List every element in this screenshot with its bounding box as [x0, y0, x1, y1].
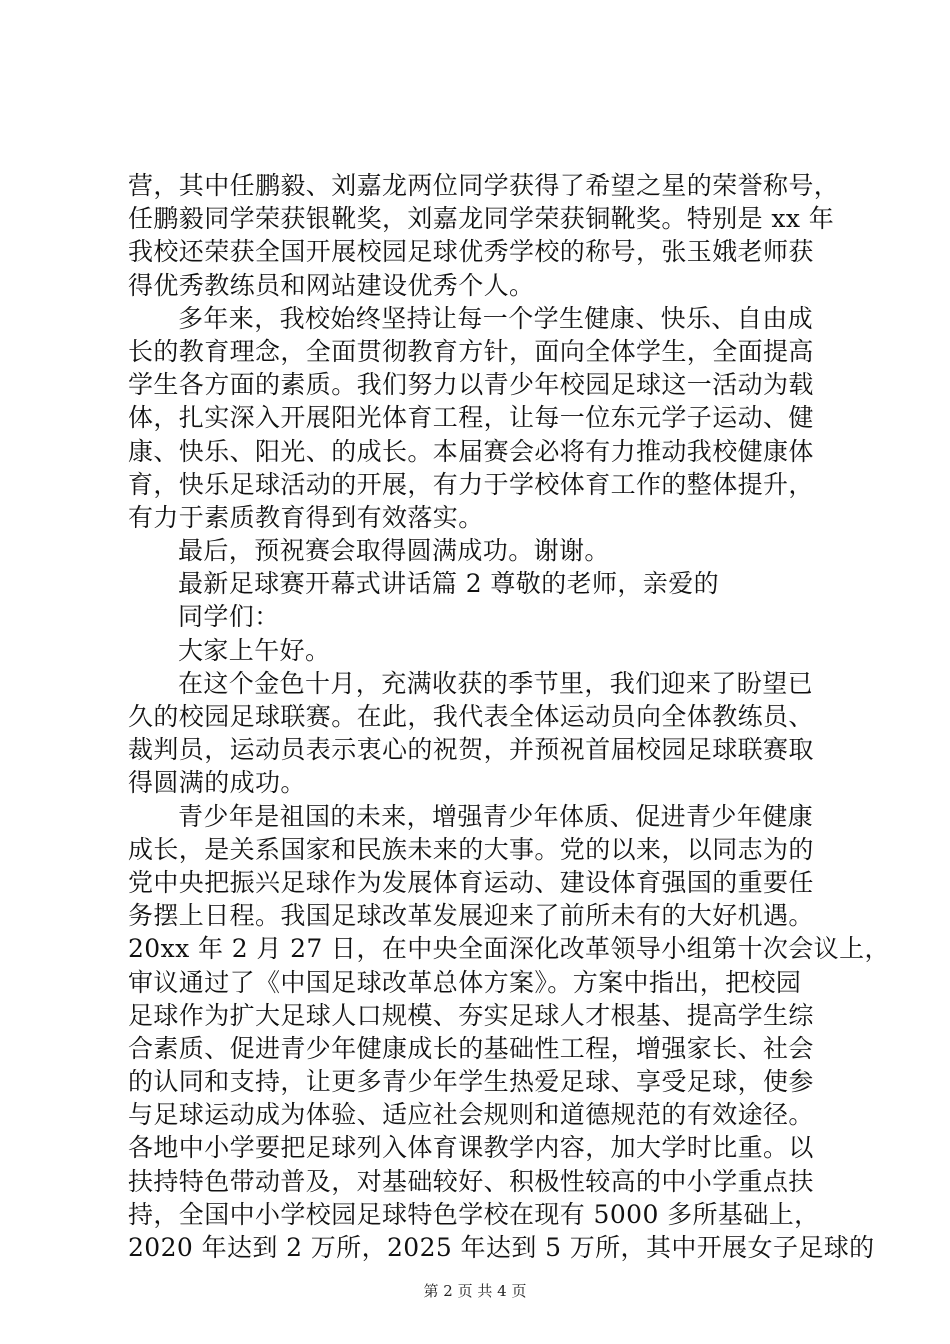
text-line: 在这个金色十月，充满收获的季节里，我们迎来了盼望已	[178, 668, 814, 698]
text-line: 的认同和支持，让更多青少年学生热爱足球、享受足球，使参	[128, 1067, 814, 1097]
text-line: 营，其中任鹏毅、刘嘉龙两位同学获得了希望之星的荣誉称号，	[128, 171, 840, 200]
text-line: 长的教育理念，全面贯彻教育方针，面向全体学生，全面提高	[128, 336, 814, 366]
text-line: 各地中小学要把足球列入体育课教学内容，加大学时比重。以	[128, 1133, 814, 1163]
page-footer: 第 2 页 共 4 页	[423, 1282, 527, 1300]
text-line: 育，快乐足球活动的开展，有力于学校体育工作的整体提升，	[128, 469, 814, 499]
text-line: 党中央把振兴足球作为发展体育运动、建设体育强国的重要任	[128, 867, 814, 897]
text-line: 20xx 年 2 月 27 日，在中央全面深化改革领导小组第十次会议上，	[128, 934, 890, 964]
text-line: 与足球运动成为体验、适应社会规则和道德规范的有效途径。	[128, 1100, 814, 1130]
text-line: 裁判员，运动员表示衷心的祝贺，并预祝首届校园足球联赛取	[128, 735, 814, 765]
text-line: 最新足球赛开幕式讲话篇 2 尊敬的老师，亲爱的	[178, 569, 720, 599]
text-line: 扶持特色带动普及，对基础较好、积极性较高的中小学重点扶	[128, 1166, 814, 1196]
text-line: 持，全国中小学校园足球特色学校在现有 5000 多所基础上，	[128, 1199, 820, 1229]
text-line: 得优秀教练员和网站建设优秀个人。	[128, 270, 535, 300]
text-line: 足球作为扩大足球人口规模、夯实足球人才根基、提高学生综	[128, 1000, 814, 1030]
text-line: 审议通过了《中国足球改革总体方案》。方案中指出，把校园	[128, 967, 802, 997]
text-line: 务摆上日程。我国足球改革发展迎来了前所未有的大好机遇。	[128, 901, 814, 931]
text-line: 有力于素质教育得到有效落实。	[128, 502, 484, 532]
text-line: 同学们：	[178, 602, 280, 632]
text-line: 大家上午好。	[178, 635, 331, 665]
text-line: 得圆满的成功。	[128, 768, 306, 798]
text-line: 2020 年达到 2 万所，2025 年达到 5 万所，其中开展女子足球的	[128, 1233, 875, 1262]
text-line: 青少年是祖国的未来，增强青少年体质、促进青少年健康	[178, 801, 814, 831]
text-line: 体，扎实深入开展阳光体育工程，让每一位东元学子运动、健	[128, 403, 814, 433]
text-line: 学生各方面的素质。我们努力以青少年校园足球这一活动为载	[128, 370, 814, 400]
text-line: 我校还荣获全国开展校园足球优秀学校的称号，张玉娥老师获	[128, 237, 814, 267]
text-line: 多年来，我校始终坚持让每一个学生健康、快乐、自由成	[178, 303, 814, 333]
text-line: 任鹏毅同学荣获银靴奖，刘嘉龙同学荣获铜靴奖。特别是 xx 年	[128, 204, 835, 234]
text-line: 合素质、促进青少年健康成长的基础性工程，增强家长、社会	[128, 1033, 814, 1063]
text-line: 康、快乐、阳光、的成长。本届赛会必将有力推动我校健康体	[128, 436, 814, 466]
document-body	[128, 169, 890, 1264]
text-line: 久的校园足球联赛。在此，我代表全体运动员向全体教练员、	[128, 702, 814, 731]
text-line: 成长，是关系国家和民族未来的大事。党的以来，以同志为的	[128, 834, 814, 864]
text-line: 最后，预祝赛会取得圆满成功。谢谢。	[178, 536, 610, 566]
